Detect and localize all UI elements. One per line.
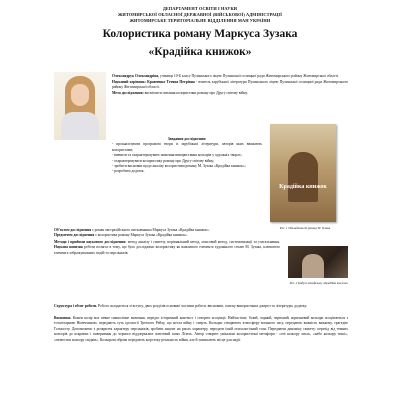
- methods-label: Методи і прийоми наукового дослідження:: [54, 240, 127, 244]
- goal-paragraph: [112, 91, 348, 96]
- book-cover-figure: [288, 152, 318, 202]
- structure-text: Робота складається зі вступу, двох розділів основної частини роботи, висновків, списку використаних джерел та літератури, додатку.: [97, 304, 308, 308]
- methods-paragraph: [54, 240, 280, 256]
- header-line-1: ДЕПАРТАМЕНТ ОСВІТИ І НАУКИ: [162, 6, 238, 11]
- supervisor-label: Науковий керівник:: [112, 80, 146, 84]
- structure-block: [54, 304, 348, 309]
- novelty-text: роботи полягає в тому, що було досліджено колористику як важливого елемента художнього стилю М. Зузака, ключового елемента зображувальних подій та персонажів.: [54, 245, 280, 255]
- author-paragraph: [112, 74, 348, 79]
- goal-text: висвітлити питання колористики роману про Другу світову війну.: [143, 91, 248, 96]
- object-text: є роман австралійського письменника Маркуса Зузака «Крадійка книжок».: [91, 228, 210, 232]
- findings-label: Висновки.: [54, 316, 72, 320]
- supervisor-name: Кравченко Тетяна Петрівна: [145, 80, 195, 84]
- header-line-2: ЖИТОМИРСЬКОЇ ОБЛАСНОЇ ДЕРЖАВНОЇ (ВІЙСЬКОВОЇ) АДМІНІСТРАЦІЇ: [118, 12, 282, 17]
- poster-page: [48, 6, 352, 396]
- subject-label: Предметом дослідження: [54, 233, 95, 238]
- tasks-heading-text: Завдання дослідження:: [167, 137, 207, 141]
- task-item: - проаналізувати програмові твори із зарубіжної літератури, авторів яких вважають колористами;: [112, 142, 262, 152]
- novelty-label: Наукова новизна: [54, 245, 83, 250]
- task-item: - вивчити та охарактеризувати значення використання кольорів у художніх творах;: [112, 153, 242, 158]
- object-subject-block: [54, 228, 254, 239]
- author-photo: [54, 72, 106, 140]
- findings-text: Кожен колір має певне символічне значення, передає історичний контекст і створює асоціації. Найчастіше, білий, чорний, червоний, коричневий кольори асоціюються з тоталітарною Німеччиною, передають суть ідеології Третього Рейху, що несла війну і смерть. Кольори створюють атмосферу воєнного часу, передають важкість важкому, трагедію Голокосту. Допоможемо з розкриття характеру персонажів, зробити акцент на рисах характеру, передати їхній психологічний стан. Передаючи динаміку сюжету: перехід від темних кольорів до яскравих і повернення до чорного віддзеркалює життєвий шлях Лізель. Автор створює унікальні колористичні метафори - «очі кольору лиха», «небо кольору тиші», «пелюстки кольору свідків». Кольорові образи передають жорстоку реальність війни, але й залишають місце для надії.: [54, 316, 348, 342]
- photo-clothing: [61, 112, 99, 140]
- goal-label: Мета дослідження:: [112, 91, 144, 96]
- methods-block: [54, 240, 280, 256]
- figure-1-caption: Рис. 1 Обкладинка до роману М. Зузака: [279, 226, 331, 230]
- book-cover-image: [270, 124, 336, 222]
- tasks-block: [112, 137, 262, 175]
- task-item: - розробити додаток.: [112, 169, 145, 174]
- film-still-figure: [302, 254, 324, 278]
- intro-block: [112, 74, 348, 97]
- poster-subtitle: «Крадійка книжок»: [148, 46, 252, 58]
- book-cover-title: Крадійка книжок: [279, 184, 327, 190]
- task-item: - охарактеризувати колористику роману про Другу світову війну;: [112, 158, 215, 163]
- structure-paragraph: [54, 304, 348, 309]
- supervisor-text: - вчитель зарубіжної літератури Пулинського ліцею Пулинської селищної ради Житомирського району Житомирської області.: [112, 80, 348, 90]
- methods-text: метод аналізу і синтезу, порівняльний метод, описовий метод, систематизації та узагальнення.: [126, 240, 280, 244]
- supervisor-paragraph: [112, 80, 348, 91]
- header-line-3: ЖИТОМИРСЬКЕ ТЕРИТОРІАЛЬНЕ ВІДДІЛЕННЯ МАН УКРАЇНИ: [129, 18, 271, 23]
- author-label: Олександрук Олександріна,: [112, 74, 160, 78]
- film-still-image: [288, 246, 348, 278]
- structure-label: Структура і обсяг роботи.: [54, 304, 98, 308]
- author-text: учениця 10-Б класу Пулинського ліцею Пулинської селищної ради Житомирського району Житомирської області.: [159, 74, 340, 78]
- object-label: Об'єктом дослідження: [54, 228, 92, 232]
- subject-text: є колористика роману Маркуса Зузака «Крадійка книжок».: [94, 233, 188, 238]
- figure-2-caption: Рис. 2 Кадр із кінофільму «Крадійка книжок»: [289, 281, 349, 285]
- findings-block: [54, 316, 348, 343]
- subject-paragraph: [54, 233, 254, 238]
- poster-title: Колористика роману Маркуса Зузака: [102, 28, 298, 40]
- photo-face: [71, 84, 89, 106]
- task-item: - зробити висновки щодо аналізу колористики роману М. Зузака «Крадійка книжок»;: [112, 164, 246, 169]
- findings-paragraph: [54, 316, 348, 343]
